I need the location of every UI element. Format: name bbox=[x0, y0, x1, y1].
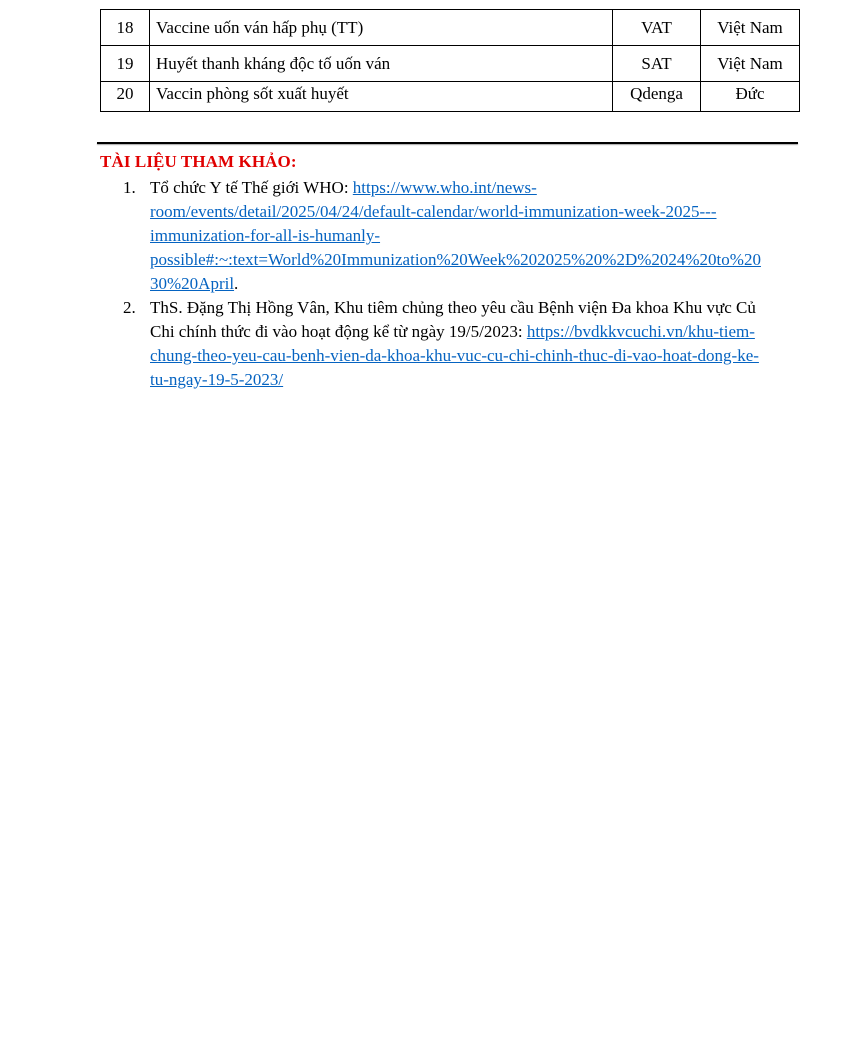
reference-text bbox=[150, 176, 808, 296]
reference-link[interactable]: room/events/detail/2025/04/24/default-calendar/world-immunization-week-2025--- bbox=[150, 202, 717, 221]
reference-link[interactable]: immunization-for-all-is-humanly- bbox=[150, 226, 381, 245]
reference-link[interactable]: tu-ngay-19-5-2023/ bbox=[150, 370, 284, 389]
reference-line bbox=[150, 248, 808, 272]
reference-line bbox=[150, 344, 808, 368]
reference-line bbox=[150, 320, 808, 344]
references-list bbox=[123, 176, 808, 392]
reference-source: Chi chính thức đi vào hoạt động kể từ ngày 19/5/2023: bbox=[150, 322, 527, 341]
table-row bbox=[101, 10, 800, 46]
row-number: 20 bbox=[101, 82, 150, 112]
reference-line bbox=[150, 176, 808, 200]
vaccine-abbreviation: VAT bbox=[613, 10, 701, 46]
reference-text bbox=[150, 296, 808, 392]
vaccine-origin: Việt Nam bbox=[701, 46, 800, 82]
reference-number: 2. bbox=[123, 298, 136, 317]
references-heading: TÀI LIỆU THAM KHẢO: bbox=[100, 152, 297, 171]
vaccine-origin: Việt Nam bbox=[701, 10, 800, 46]
reference-item bbox=[123, 176, 808, 296]
reference-link[interactable]: chung-theo-yeu-cau-benh-vien-da-khoa-khu-vuc-cu-chi-chinh-thuc-di-vao-hoat-dong-ke- bbox=[150, 346, 759, 365]
vaccine-name: Vaccin phòng sốt xuất huyết bbox=[150, 82, 613, 112]
table-row bbox=[101, 82, 800, 112]
row-number: 18 bbox=[101, 10, 150, 46]
reference-line bbox=[150, 368, 808, 392]
table-row bbox=[101, 46, 800, 82]
vaccine-table bbox=[100, 9, 800, 112]
row-number: 19 bbox=[101, 46, 150, 82]
vaccine-name: Vaccine uốn ván hấp phụ (TT) bbox=[150, 10, 613, 46]
reference-item bbox=[123, 296, 808, 392]
reference-line bbox=[150, 200, 808, 224]
vaccine-origin: Đức bbox=[701, 82, 800, 112]
reference-end-punctuation: . bbox=[234, 274, 239, 293]
reference-number: 1. bbox=[123, 178, 136, 197]
vaccine-name: Huyết thanh kháng độc tố uốn ván bbox=[150, 46, 613, 82]
reference-link[interactable]: 30%20April bbox=[150, 274, 235, 293]
reference-line bbox=[150, 272, 808, 296]
section-divider bbox=[97, 142, 798, 144]
reference-line bbox=[150, 224, 808, 248]
vaccine-abbreviation: Qdenga bbox=[613, 82, 701, 112]
reference-line: ThS. Đặng Thị Hồng Vân, Khu tiêm chủng theo yêu cầu Bệnh viện Đa khoa Khu vực Củ bbox=[150, 298, 756, 317]
reference-link[interactable]: https://bvdkkvcuchi.vn/khu-tiem- bbox=[526, 322, 755, 341]
reference-source: Tổ chức Y tế Thế giới WHO: bbox=[150, 178, 353, 197]
reference-link[interactable]: possible#:~:text=World%20Immunization%20Week%202025%20%2D%2024%20to%20 bbox=[150, 250, 761, 269]
reference-link[interactable]: https://www.who.int/news- bbox=[352, 178, 537, 197]
vaccine-abbreviation: SAT bbox=[613, 46, 701, 82]
